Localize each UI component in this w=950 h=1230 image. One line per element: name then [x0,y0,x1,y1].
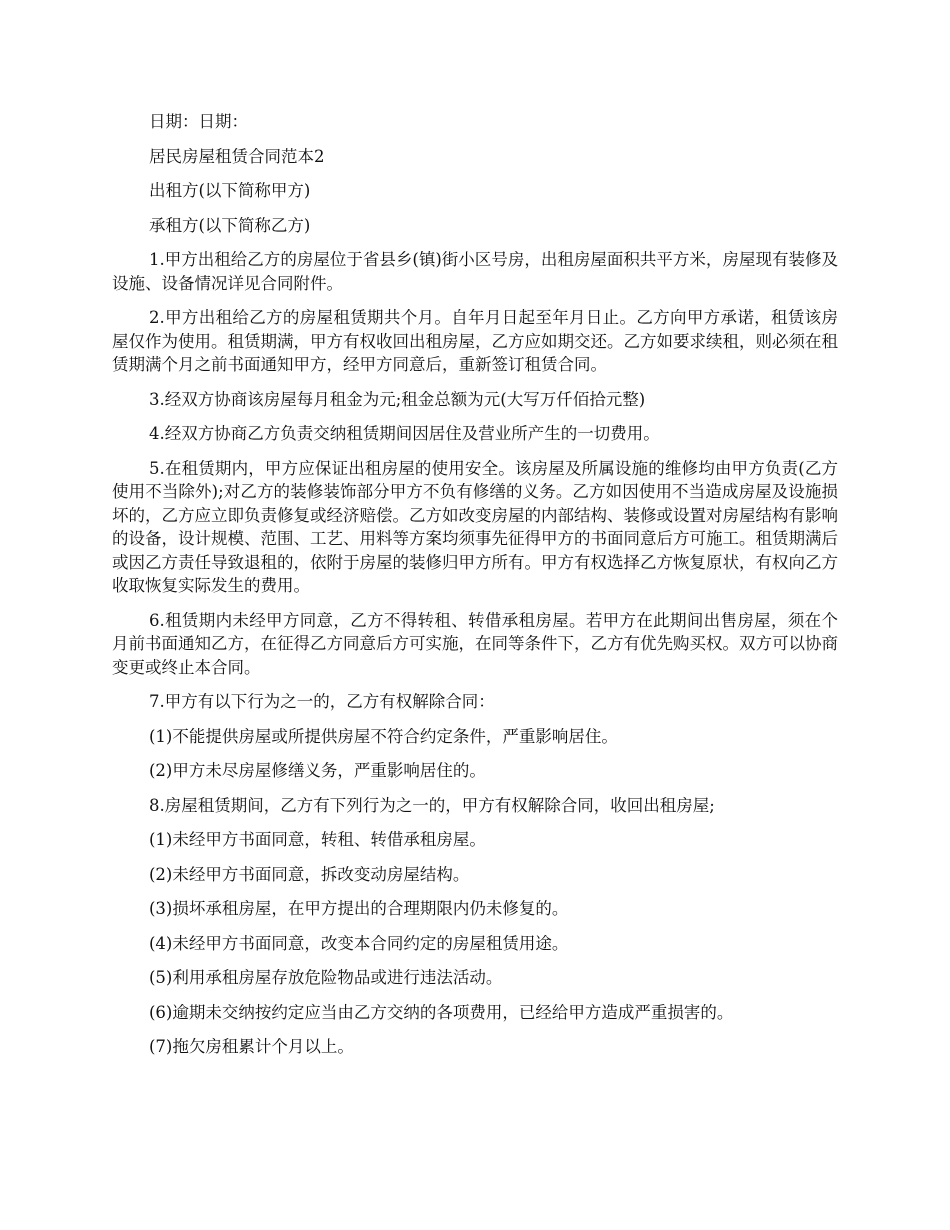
clause-7: 7.甲方有以下行为之一的，乙方有权解除合同： [149,692,495,711]
clause-8-item-5: (5)利用承租房屋存放危险物品或进行违法活动。 [149,968,503,987]
clause-7-item-2: (2)甲方未尽房屋修缮义务，严重影响居住的。 [149,761,486,780]
clause-3: 3.经双方协商该房屋每月租金为元;租金总额为元(大写万仟佰拾元整) [149,389,646,409]
clause-2: 2.甲方出租给乙方的房屋租赁期共个月。自年月日起至年月日止。乙方向甲方承诺，租赁该房屋仅作为使用。租赁期满，甲方有权收回出租房屋，乙方应如期交还。乙方如要求续租，则必须在租赁期满个月之前书面通知甲方，经甲方同意后，重新签订租赁合同。 [112,308,838,374]
clause-8: 8.房屋租赁期间，乙方有下列行为之一的，甲方有权解除合同，收回出租房屋; [149,795,715,815]
lessor-line: 出租方(以下简称甲方) [149,181,311,200]
clause-6: 6.租赁期内未经甲方同意，乙方不得转租、转借承租房屋。若甲方在此期间出售房屋，须在个月前书面通知乙方，在征得乙方同意后方可实施，在同等条件下，乙方有优先购买权。双方可以协商变更或终止本合同。 [112,610,838,677]
document-title: 居民房屋租赁合同范本2 [149,146,325,166]
clause-8-item-7: (7)拖欠房租累计个月以上。 [149,1037,354,1056]
clause-1: 1.甲方出租给乙方的房屋位于省县乡(镇)街小区号房，出租房屋面积共平方米，房屋现有装修及设施、设备情况详见合同附件。 [112,250,838,293]
clause-8-item-6: (6)逾期未交纳按约定应当由乙方交纳的各项费用，已经给甲方造成严重损害的。 [149,1002,734,1022]
clause-5: 5.在租赁期内，甲方应保证出租房屋的使用安全。该房屋及所属设施的维修均由甲方负责(乙方使用不当除外);对乙方的装修装饰部分甲方不负有修缮的义务。乙方如因使用不当造成房屋及设施损坏的，乙方应立即负责修复或经济赔偿。乙方如改变房屋的内部结构、装修或设置对房屋结构有影响的设备，设计规模、范围、工艺、用料等方案均须事先征得甲方的书面同意后方可施工。租赁期满后或因乙方责任导致退租的，依附于房屋的装修归甲方所有。甲方有权选择乙方恢复原状，有权向乙方收取恢复实际发生的费用。 [112,458,838,595]
date-line: 日期：日期： [149,112,248,131]
clause-8-item-2: (2)未经甲方书面同意，拆改变动房屋结构。 [149,864,470,884]
clause-8-item-4: (4)未经甲方书面同意，改变本合同约定的房屋租赁用途。 [149,933,569,953]
lessee-line: 承租方(以下简称乙方) [149,215,311,235]
clause-4: 4.经双方协商乙方负责交纳租赁期间因居住及营业所产生的一切费用。 [149,424,660,443]
clause-8-item-1: (1)未经甲方书面同意，转租、转借承租房屋。 [149,830,486,849]
clause-8-item-3: (3)损坏承租房屋，在甲方提出的合理期限内仍未修复的。 [149,899,569,918]
document-body [112,110,838,1070]
clause-7-item-1: (1)不能提供房屋或所提供房屋不符合约定条件，严重影响居住。 [149,726,618,746]
